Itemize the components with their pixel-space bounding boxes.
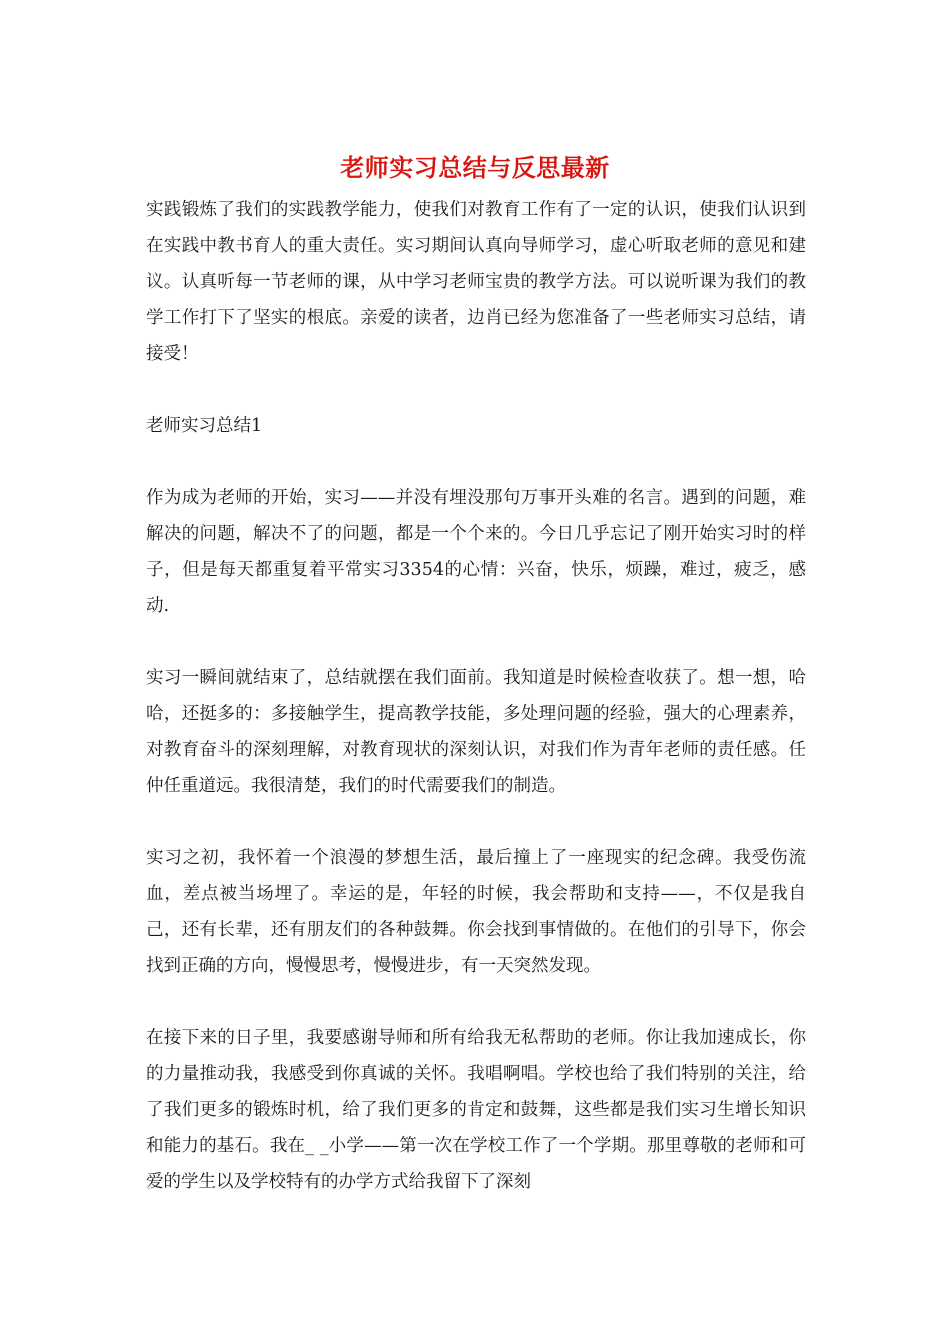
body-paragraph-4: 在接下来的日子里，我要感谢导师和所有给我无私帮助的老师。你让我加速成长，你的力量推动我，我感受到你真诚的关怀。我唱啊唱。学校也给了我们特别的关注，给了我们更多的锻炼时机，给了我们更多的肯定和鼓舞，这些都是我们实习生增长知识和能力的基石。我在_ _小学——第一次在学校工作了一个学期。那里尊敬的老师和可爱的学生以及学校特有的办学方式给我留下了深刻 [146, 1028, 806, 1192]
intro-paragraph: 实践锻炼了我们的实践教学能力，使我们对教育工作有了一定的认识，使我们认识到在实践中教书育人的重大责任。实习期间认真向导师学习，虚心听取老师的意见和建议。认真听每一节老师的课，从中学习老师宝贵的教学方法。可以说听课为我们的教学工作打下了坚实的根底。亲爱的读者，边肖已经为您准备了一些老师实习总结，请接受！ [146, 200, 806, 364]
body-paragraph-2: 实习一瞬间就结束了，总结就摆在我们面前。我知道是时候检查收获了。想一想，哈哈，还挺多的：多接触学生，提高教学技能，多处理问题的经验，强大的心理素养，对教育奋斗的深刻理解，对教育现状的深刻认识，对我们作为青年老师的责任感。任仲任重道远。我很清楚，我们的时代需要我们的制造。 [146, 668, 806, 796]
document-body [146, 192, 806, 1200]
body-paragraph-3: 实习之初，我怀着一个浪漫的梦想生活，最后撞上了一座现实的纪念碑。我受伤流血，差点被当场埋了。幸运的是，年轻的时候，我会帮助和支持——，不仅是我自己，还有长辈，还有朋友们的各种鼓舞。你会找到事情做的。在他们的引导下，你会找到正确的方向，慢慢思考，慢慢进步，有一天突然发现。 [146, 848, 806, 976]
section-heading: 老师实习总结1 [146, 416, 263, 436]
document-title: 老师实习总结与反思最新 [340, 153, 610, 182]
body-paragraph-1: 作为成为老师的开始，实习——并没有埋没那句万事开头难的名言。遇到的问题，难解决的问题，解决不了的问题，都是一个个来的。今日几乎忘记了刚开始实习时的样子，但是每天都重复着平常实习3354的心情：兴奋，快乐，烦躁，难过，疲乏，感动. [146, 488, 806, 616]
